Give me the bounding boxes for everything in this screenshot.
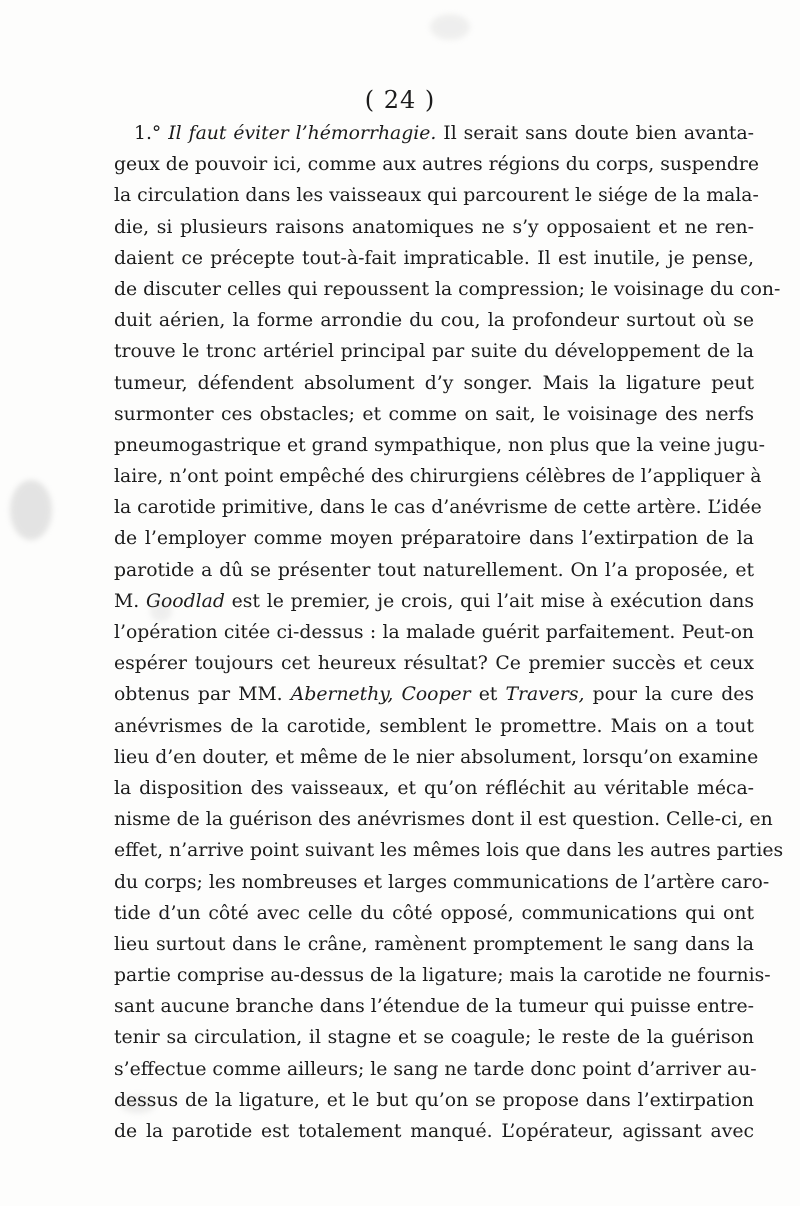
text-line	[114, 399, 754, 430]
paper-stain	[10, 480, 52, 540]
text-line	[114, 118, 754, 149]
text-line	[114, 212, 754, 243]
text-segment: duit aérien, la forme arrondie du cou, la profondeur surtout où se	[114, 310, 754, 332]
text-segment: lieu d’en douter, et même de le nier absolument, lorsqu’on examine	[114, 746, 759, 768]
text-segment: de la parotide est totalement manqué. L’opérateur, agissant avec	[114, 1121, 754, 1142]
italic-text: Travers,	[505, 684, 585, 706]
text-segment: daient ce précepte tout-à-fait impraticable. Il est inutile, je pense,	[114, 247, 754, 269]
text-line	[114, 835, 784, 866]
text-line	[114, 492, 762, 523]
italic-text: Abernethy, Cooper	[290, 684, 471, 706]
text-line	[114, 1022, 754, 1053]
text-line	[114, 773, 754, 804]
text-line	[114, 804, 773, 835]
text-line	[114, 274, 781, 305]
text-segment: l’opération citée ci-dessus : la malade guérit parfaitement. Peut-on	[114, 622, 754, 643]
text-segment: tide d’un côté avec celle du côté opposé, communications qui ont	[114, 902, 754, 924]
text-segment: la disposition des vaisseaux, et qu’on réfléchit au véritable méca-	[114, 777, 754, 799]
text-line	[114, 711, 754, 742]
text-segment: tumeur, défendent absolument d’y songer. Mais la ligature peut	[114, 372, 754, 394]
body-text	[114, 118, 784, 1147]
text-segment: surmonter ces obstacles; et comme on sait, le voisinage des nerfs	[114, 403, 754, 425]
text-line	[114, 991, 754, 1022]
page-number: ( 24 )	[364, 86, 436, 114]
text-segment: 1.°	[134, 123, 169, 144]
text-line	[114, 617, 754, 648]
text-segment: de discuter celles qui repoussent la compression; le voisinage du con-	[114, 278, 781, 300]
text-segment: tenir sa circulation, il stagne et se coagule; le reste de la guérison	[114, 1027, 754, 1049]
text-segment: parotide a dû se présenter tout naturellement. On l’a proposée, et	[114, 559, 754, 581]
text-segment: et	[470, 684, 506, 706]
paper-stain	[430, 14, 470, 40]
text-segment: obtenus par MM.	[114, 684, 291, 706]
text-segment: sant aucune branche dans l’étendue de la tumeur qui puisse entre-	[114, 996, 754, 1018]
text-line	[114, 867, 770, 898]
text-line	[114, 1054, 757, 1085]
text-segment: la circulation dans les vaisseaux qui parcourent le siége de la mala-	[114, 185, 759, 207]
text-line	[114, 586, 754, 617]
text-segment: de l’employer comme moyen préparatoire dans l’extirpation de la	[114, 528, 754, 550]
text-line	[114, 523, 754, 554]
text-line	[114, 929, 754, 960]
text-segment: partie comprise au-dessus de la ligature; mais la carotide ne fournis-	[114, 965, 771, 987]
text-line	[114, 898, 754, 929]
text-line	[114, 960, 771, 991]
italic-text: Il faut éviter l’hémorrhagie.	[168, 123, 437, 144]
text-line	[114, 149, 759, 180]
text-segment: effet, n’arrive point suivant les mêmes lois que dans les autres parties	[114, 840, 784, 862]
text-line	[114, 679, 754, 710]
text-line	[114, 1116, 754, 1147]
italic-text: Goodlad	[145, 590, 225, 612]
text-segment: du corps; les nombreuses et larges communications de l’artère caro-	[114, 871, 770, 893]
text-segment: die, si plusieurs raisons anatomiques ne s’y opposaient et ne ren-	[114, 216, 754, 238]
text-segment: s’effectue comme ailleurs; le sang ne tarde donc point d’arriver au-	[114, 1058, 757, 1080]
text-line	[114, 555, 754, 586]
text-segment: laire, n’ont point empêché des chirurgiens célèbres de l’appliquer à	[114, 466, 762, 488]
text-segment: pneumogastrique et grand sympathique, non plus que la veine jugu-	[114, 434, 765, 456]
text-segment: anévrismes de la carotide, semblent le promettre. Mais on a tout	[114, 715, 754, 737]
text-line	[114, 336, 754, 367]
text-segment: la carotide primitive, dans le cas d’anévrisme de cette artère. L’idée	[114, 497, 762, 519]
text-line	[114, 305, 754, 336]
text-segment: nisme de la guérison des anévrismes dont il est question. Celle-ci, en	[114, 809, 773, 831]
text-line	[114, 180, 759, 211]
text-line	[114, 368, 754, 399]
text-segment: geux de pouvoir ici, comme aux autres régions du corps, suspendre	[114, 154, 759, 176]
text-line	[114, 1085, 754, 1116]
text-segment: lieu surtout dans le crâne, ramènent promptement le sang dans la	[114, 933, 754, 955]
text-line	[114, 461, 762, 492]
text-segment: Il serait sans doute bien avanta-	[436, 123, 755, 144]
text-segment: dessus de la ligature, et le but qu’on se propose dans l’extirpation	[114, 1089, 754, 1111]
text-line	[114, 742, 759, 773]
text-segment: M.	[114, 590, 146, 612]
text-segment: espérer toujours cet heureux résultat? Ce premier succès et ceux	[114, 653, 754, 675]
text-line	[114, 430, 765, 461]
text-segment: trouve le tronc artériel principal par suite du développement de la	[114, 341, 754, 363]
text-line	[114, 648, 754, 679]
text-segment: pour la cure des	[584, 684, 754, 706]
text-segment: est le premier, je crois, qui l’ait mise à exécution dans	[224, 590, 754, 612]
text-line	[114, 243, 754, 274]
